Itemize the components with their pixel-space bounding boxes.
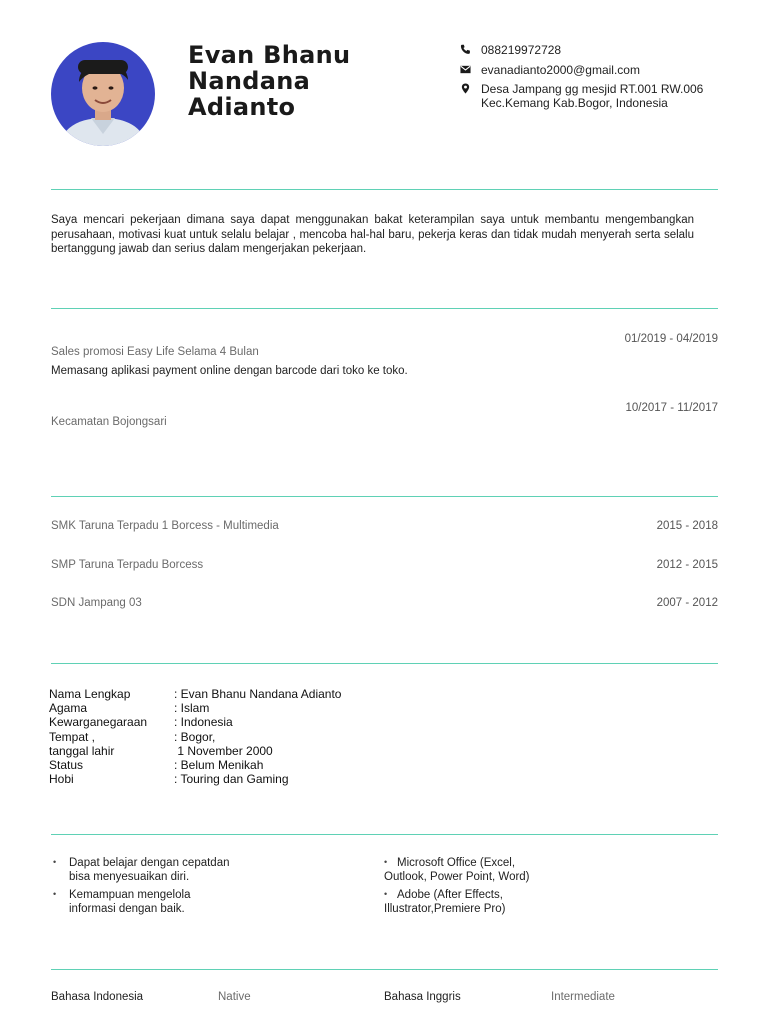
label-birthdate: tanggal lahir <box>49 743 115 758</box>
experience-description: Memasang aplikasi payment online dengan barcode dari toko ke toko. <box>51 365 408 377</box>
label-birthplace: Tempat , <box>49 729 96 744</box>
experience-date: 10/2017 - 11/2017 <box>625 402 718 414</box>
label-hobby: Hobi <box>49 772 74 787</box>
summary-text: Saya mencari pekerjaan dimana saya dapat menggunakan bakat keterampilan saya untuk membantu mengembangkan perusahaan, motivasi kuat untuk selalu belajar , mencoba hal-hal baru, pekerja keras dan tidak mudah menyerah serta selalu bertanggung jawab dan serius dalam mengerjakan pekerjaan. <box>51 214 694 255</box>
skill-line: Adobe (After Effects, <box>397 889 503 901</box>
bullet-icon: • <box>53 857 57 867</box>
personal-labels <box>49 687 174 786</box>
value-full-name: : Evan Bhanu Nandana Adianto <box>174 687 342 701</box>
phone-icon <box>460 44 471 55</box>
bullet-icon: • <box>384 857 388 867</box>
address-line-1: Desa Jampang gg mesjid RT.001 RW.006 <box>481 82 704 96</box>
skill-line: Illustrator,Premiere Pro) <box>384 903 506 915</box>
skill-line: bisa menyesuaikan diri. <box>69 871 190 883</box>
section-divider <box>51 496 718 497</box>
section-divider <box>51 834 718 835</box>
language-name: Bahasa Indonesia <box>51 991 144 1003</box>
skill-line: informasi dengan baik. <box>69 903 185 915</box>
address-text <box>481 82 703 110</box>
section-divider <box>51 663 718 664</box>
language-level: Native <box>218 991 251 1003</box>
name-line-1: Evan Bhanu <box>188 41 351 69</box>
skill-item <box>69 856 230 884</box>
candidate-name <box>188 42 388 120</box>
contact-email <box>460 63 640 77</box>
value-religion: : Islam <box>174 701 210 716</box>
value-status: : Belum Menikah <box>174 758 264 773</box>
skill-line: Microsoft Office (Excel, <box>397 857 516 869</box>
bullet-icon: • <box>53 889 57 899</box>
avatar-icon <box>51 42 155 146</box>
skill-line: Dapat belajar dengan cepatdan <box>69 857 230 869</box>
mail-icon <box>460 64 471 75</box>
phone-text: 088219972728 <box>481 43 562 57</box>
section-divider <box>51 308 718 309</box>
label-status: Status <box>49 758 84 773</box>
skill-item <box>384 888 506 916</box>
language-level: Intermediate <box>551 991 615 1003</box>
experience-title: Kecamatan Bojongsari <box>51 416 167 428</box>
experience-title: Sales promosi Easy Life Selama 4 Bulan <box>51 346 259 358</box>
location-pin-icon <box>460 83 471 94</box>
label-nationality: Kewarganegaraan <box>49 715 148 730</box>
education-years: 2007 - 2012 <box>656 597 718 609</box>
label-religion: Agama <box>49 701 88 716</box>
email-text: evanadianto2000@gmail.com <box>481 63 640 77</box>
value-hobby: : Touring dan Gaming <box>174 772 289 787</box>
section-divider <box>51 969 718 970</box>
value-birthdate: 1 November 2000 <box>174 743 273 758</box>
language-name: Bahasa Inggris <box>384 991 461 1003</box>
contact-phone <box>460 43 561 57</box>
education-school: SMK Taruna Terpadu 1 Borcess - Multimedia <box>51 520 279 532</box>
contact-address <box>460 82 703 110</box>
bullet-icon: • <box>384 889 388 899</box>
value-nationality: : Indonesia <box>174 715 233 730</box>
address-line-2: Kec.Kemang Kab.Bogor, Indonesia <box>481 96 668 110</box>
name-line-3: Adianto <box>188 93 296 121</box>
experience-date: 01/2019 - 04/2019 <box>624 333 718 345</box>
skill-item <box>384 856 530 884</box>
education-years: 2012 - 2015 <box>656 559 718 571</box>
education-school: SDN Jampang 03 <box>51 597 142 609</box>
label-full-name: Nama Lengkap <box>49 687 131 701</box>
education-school: SMP Taruna Terpadu Borcess <box>51 559 204 571</box>
education-years: 2015 - 2018 <box>656 520 718 532</box>
skill-line: Kemampuan mengelola <box>69 889 191 901</box>
value-birthplace: : Bogor, <box>174 729 216 744</box>
skill-line: Outlook, Power Point, Word) <box>384 871 530 883</box>
profile-photo <box>51 42 155 146</box>
name-line-2: Nandana <box>188 67 311 95</box>
personal-values <box>174 687 474 786</box>
skill-item <box>69 888 190 916</box>
section-divider <box>51 189 718 190</box>
